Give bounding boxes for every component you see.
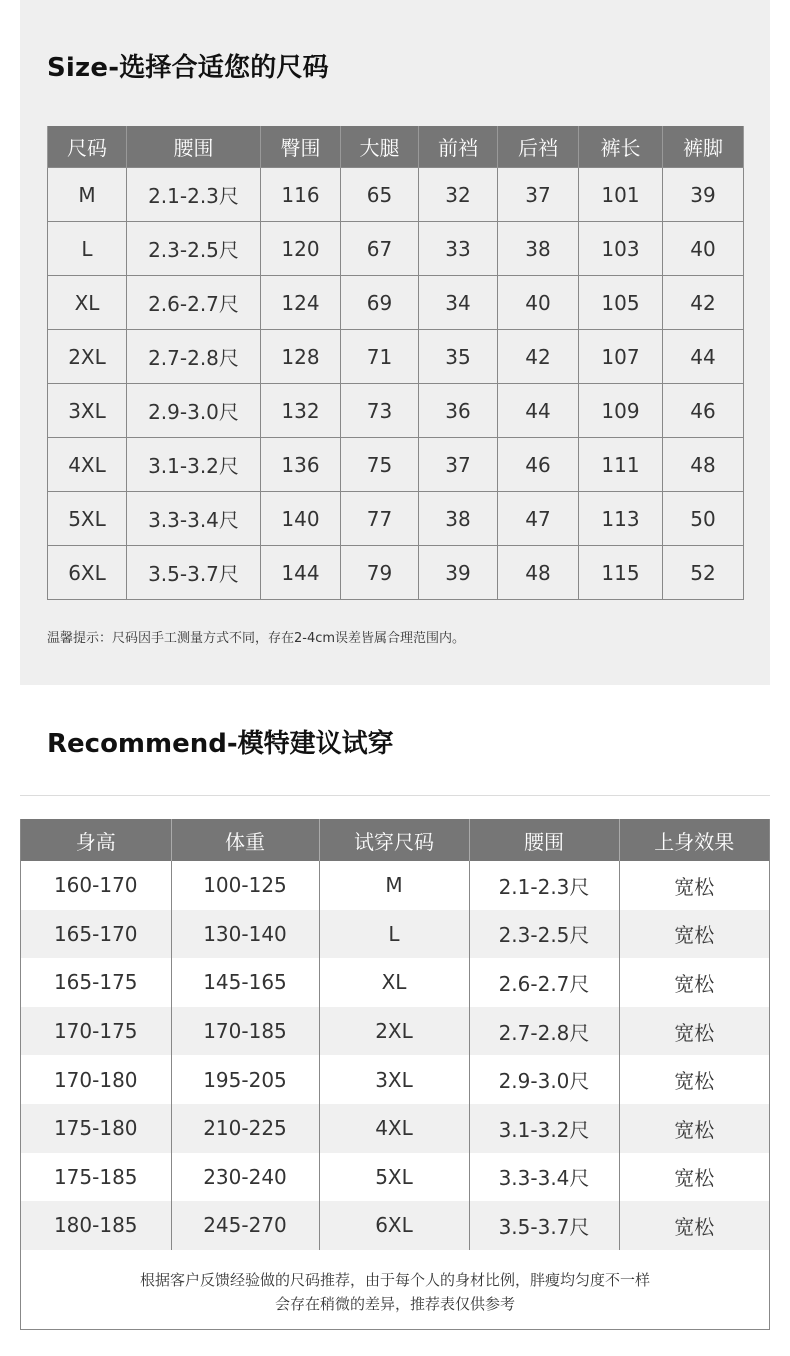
size-table-row <box>48 546 744 600</box>
table-cell: 48 <box>663 438 744 492</box>
table-cell: 144 <box>261 546 341 600</box>
table-cell: 115 <box>579 546 663 600</box>
header-cell: 身高 <box>21 819 171 861</box>
table-cell: 113 <box>579 492 663 546</box>
size-chart-note: 温馨提示：尺码因手工测量方式不同，存在2-4cm误差皆属合理范围内。 <box>47 631 466 646</box>
table-cell: 5XL <box>319 1153 469 1202</box>
table-cell: 3.1-3.2尺 <box>127 438 261 492</box>
table-cell: 40 <box>498 276 579 330</box>
table-cell: 6XL <box>48 546 127 600</box>
table-cell: XL <box>319 958 469 1007</box>
table-cell: 48 <box>498 546 579 600</box>
size-chart-section <box>20 0 770 685</box>
table-cell: 170-175 <box>21 1007 171 1056</box>
table-cell: 宽松 <box>619 910 769 959</box>
table-cell: 195-205 <box>171 1055 319 1104</box>
table-cell: 2XL <box>319 1007 469 1056</box>
table-cell: 宽松 <box>619 861 769 910</box>
size-table-header-row <box>48 126 744 168</box>
table-cell: 160-170 <box>21 861 171 910</box>
table-cell: 175-180 <box>21 1104 171 1153</box>
table-cell: 71 <box>341 330 419 384</box>
size-table-row <box>48 492 744 546</box>
table-cell: 128 <box>261 330 341 384</box>
table-cell: 245-270 <box>171 1201 319 1250</box>
table-cell: 2.6-2.7尺 <box>127 276 261 330</box>
table-cell: 2XL <box>48 330 127 384</box>
table-cell: 75 <box>341 438 419 492</box>
table-cell: 3.3-3.4尺 <box>127 492 261 546</box>
table-cell: 3.1-3.2尺 <box>469 1104 619 1153</box>
table-cell: XL <box>48 276 127 330</box>
table-cell: 宽松 <box>619 1201 769 1250</box>
table-cell: 2.9-3.0尺 <box>469 1055 619 1104</box>
recommend-table-row <box>21 1104 769 1153</box>
table-cell: 42 <box>663 276 744 330</box>
recommend-table-row <box>21 1201 769 1250</box>
table-cell: L <box>48 222 127 276</box>
table-cell: 4XL <box>319 1104 469 1153</box>
recommend-note <box>21 1268 769 1316</box>
header-cell: 腰围 <box>469 819 619 861</box>
table-cell: 230-240 <box>171 1153 319 1202</box>
recommend-table-box <box>20 819 770 1330</box>
table-cell: 宽松 <box>619 1104 769 1153</box>
table-cell: 140 <box>261 492 341 546</box>
table-cell: 116 <box>261 168 341 222</box>
table-cell: 32 <box>419 168 498 222</box>
size-chart-title: Size-选择合适您的尺码 <box>47 53 329 83</box>
table-cell: 2.3-2.5尺 <box>127 222 261 276</box>
table-cell: 175-185 <box>21 1153 171 1202</box>
section-divider <box>20 795 770 796</box>
table-cell: 6XL <box>319 1201 469 1250</box>
table-cell: 132 <box>261 384 341 438</box>
recommend-table-row <box>21 861 769 910</box>
size-table-row <box>48 168 744 222</box>
table-cell: 33 <box>419 222 498 276</box>
table-cell: 宽松 <box>619 1153 769 1202</box>
table-cell: 107 <box>579 330 663 384</box>
table-cell: 4XL <box>48 438 127 492</box>
table-cell: 3XL <box>319 1055 469 1104</box>
header-cell: 臀围 <box>261 126 341 168</box>
table-cell: 42 <box>498 330 579 384</box>
header-cell: 后裆 <box>498 126 579 168</box>
recommend-note-line: 根据客户反馈经验做的尺码推荐，由于每个人的身材比例，胖瘦均匀度不一样 <box>139 1271 650 1289</box>
recommend-table <box>21 819 769 1250</box>
table-cell: 38 <box>419 492 498 546</box>
table-cell: 65 <box>341 168 419 222</box>
table-cell: 2.6-2.7尺 <box>469 958 619 1007</box>
header-cell: 上身效果 <box>619 819 769 861</box>
table-cell: 50 <box>663 492 744 546</box>
table-cell: 47 <box>498 492 579 546</box>
table-cell: 52 <box>663 546 744 600</box>
table-cell: 35 <box>419 330 498 384</box>
table-cell: 44 <box>498 384 579 438</box>
table-cell: 210-225 <box>171 1104 319 1153</box>
header-cell: 腰围 <box>127 126 261 168</box>
table-cell: 宽松 <box>619 958 769 1007</box>
table-cell: 2.1-2.3尺 <box>469 861 619 910</box>
table-cell: 101 <box>579 168 663 222</box>
table-cell: 3.5-3.7尺 <box>469 1201 619 1250</box>
table-cell: 79 <box>341 546 419 600</box>
table-cell: 69 <box>341 276 419 330</box>
table-cell: 120 <box>261 222 341 276</box>
table-cell: 3.5-3.7尺 <box>127 546 261 600</box>
recommend-table-row <box>21 1153 769 1202</box>
size-table-row <box>48 330 744 384</box>
header-cell: 裤长 <box>579 126 663 168</box>
table-cell: 46 <box>498 438 579 492</box>
table-cell: 77 <box>341 492 419 546</box>
table-cell: 73 <box>341 384 419 438</box>
table-cell: 124 <box>261 276 341 330</box>
table-cell: 111 <box>579 438 663 492</box>
table-cell: 2.9-3.0尺 <box>127 384 261 438</box>
header-cell: 裤脚 <box>663 126 744 168</box>
table-cell: 145-165 <box>171 958 319 1007</box>
table-cell: 2.3-2.5尺 <box>469 910 619 959</box>
table-cell: 5XL <box>48 492 127 546</box>
table-cell: 103 <box>579 222 663 276</box>
header-cell: 试穿尺码 <box>319 819 469 861</box>
table-cell: 67 <box>341 222 419 276</box>
size-table-row <box>48 384 744 438</box>
table-cell: 37 <box>498 168 579 222</box>
table-cell: L <box>319 910 469 959</box>
recommend-table-row <box>21 1007 769 1056</box>
table-cell: 2.7-2.8尺 <box>469 1007 619 1056</box>
table-cell: 宽松 <box>619 1055 769 1104</box>
size-table-row <box>48 276 744 330</box>
table-cell: M <box>48 168 127 222</box>
table-cell: 40 <box>663 222 744 276</box>
recommend-table-header-row <box>21 819 769 861</box>
table-cell: 105 <box>579 276 663 330</box>
recommend-title: Recommend-模特建议试穿 <box>47 729 394 759</box>
table-cell: 37 <box>419 438 498 492</box>
table-cell: 2.7-2.8尺 <box>127 330 261 384</box>
table-cell: 165-170 <box>21 910 171 959</box>
table-cell: 2.1-2.3尺 <box>127 168 261 222</box>
table-cell: 3.3-3.4尺 <box>469 1153 619 1202</box>
table-cell: 46 <box>663 384 744 438</box>
header-cell: 体重 <box>171 819 319 861</box>
recommend-table-row <box>21 910 769 959</box>
header-cell: 尺码 <box>48 126 127 168</box>
table-cell: 100-125 <box>171 861 319 910</box>
recommend-table-row <box>21 1055 769 1104</box>
header-cell: 前裆 <box>419 126 498 168</box>
table-cell: 170-180 <box>21 1055 171 1104</box>
table-cell: 36 <box>419 384 498 438</box>
table-cell: 44 <box>663 330 744 384</box>
header-cell: 大腿 <box>341 126 419 168</box>
table-cell: 170-185 <box>171 1007 319 1056</box>
size-table-row <box>48 438 744 492</box>
table-cell: 39 <box>663 168 744 222</box>
table-cell: 136 <box>261 438 341 492</box>
size-table-row <box>48 222 744 276</box>
table-cell: M <box>319 861 469 910</box>
table-cell: 180-185 <box>21 1201 171 1250</box>
table-cell: 34 <box>419 276 498 330</box>
table-cell: 109 <box>579 384 663 438</box>
recommend-note-line: 会存在稍微的差异，推荐表仅供参考 <box>274 1295 515 1313</box>
recommend-table-row <box>21 958 769 1007</box>
table-cell: 130-140 <box>171 910 319 959</box>
table-cell: 宽松 <box>619 1007 769 1056</box>
table-cell: 39 <box>419 546 498 600</box>
table-cell: 38 <box>498 222 579 276</box>
table-cell: 165-175 <box>21 958 171 1007</box>
size-chart-table <box>47 126 744 600</box>
table-cell: 3XL <box>48 384 127 438</box>
